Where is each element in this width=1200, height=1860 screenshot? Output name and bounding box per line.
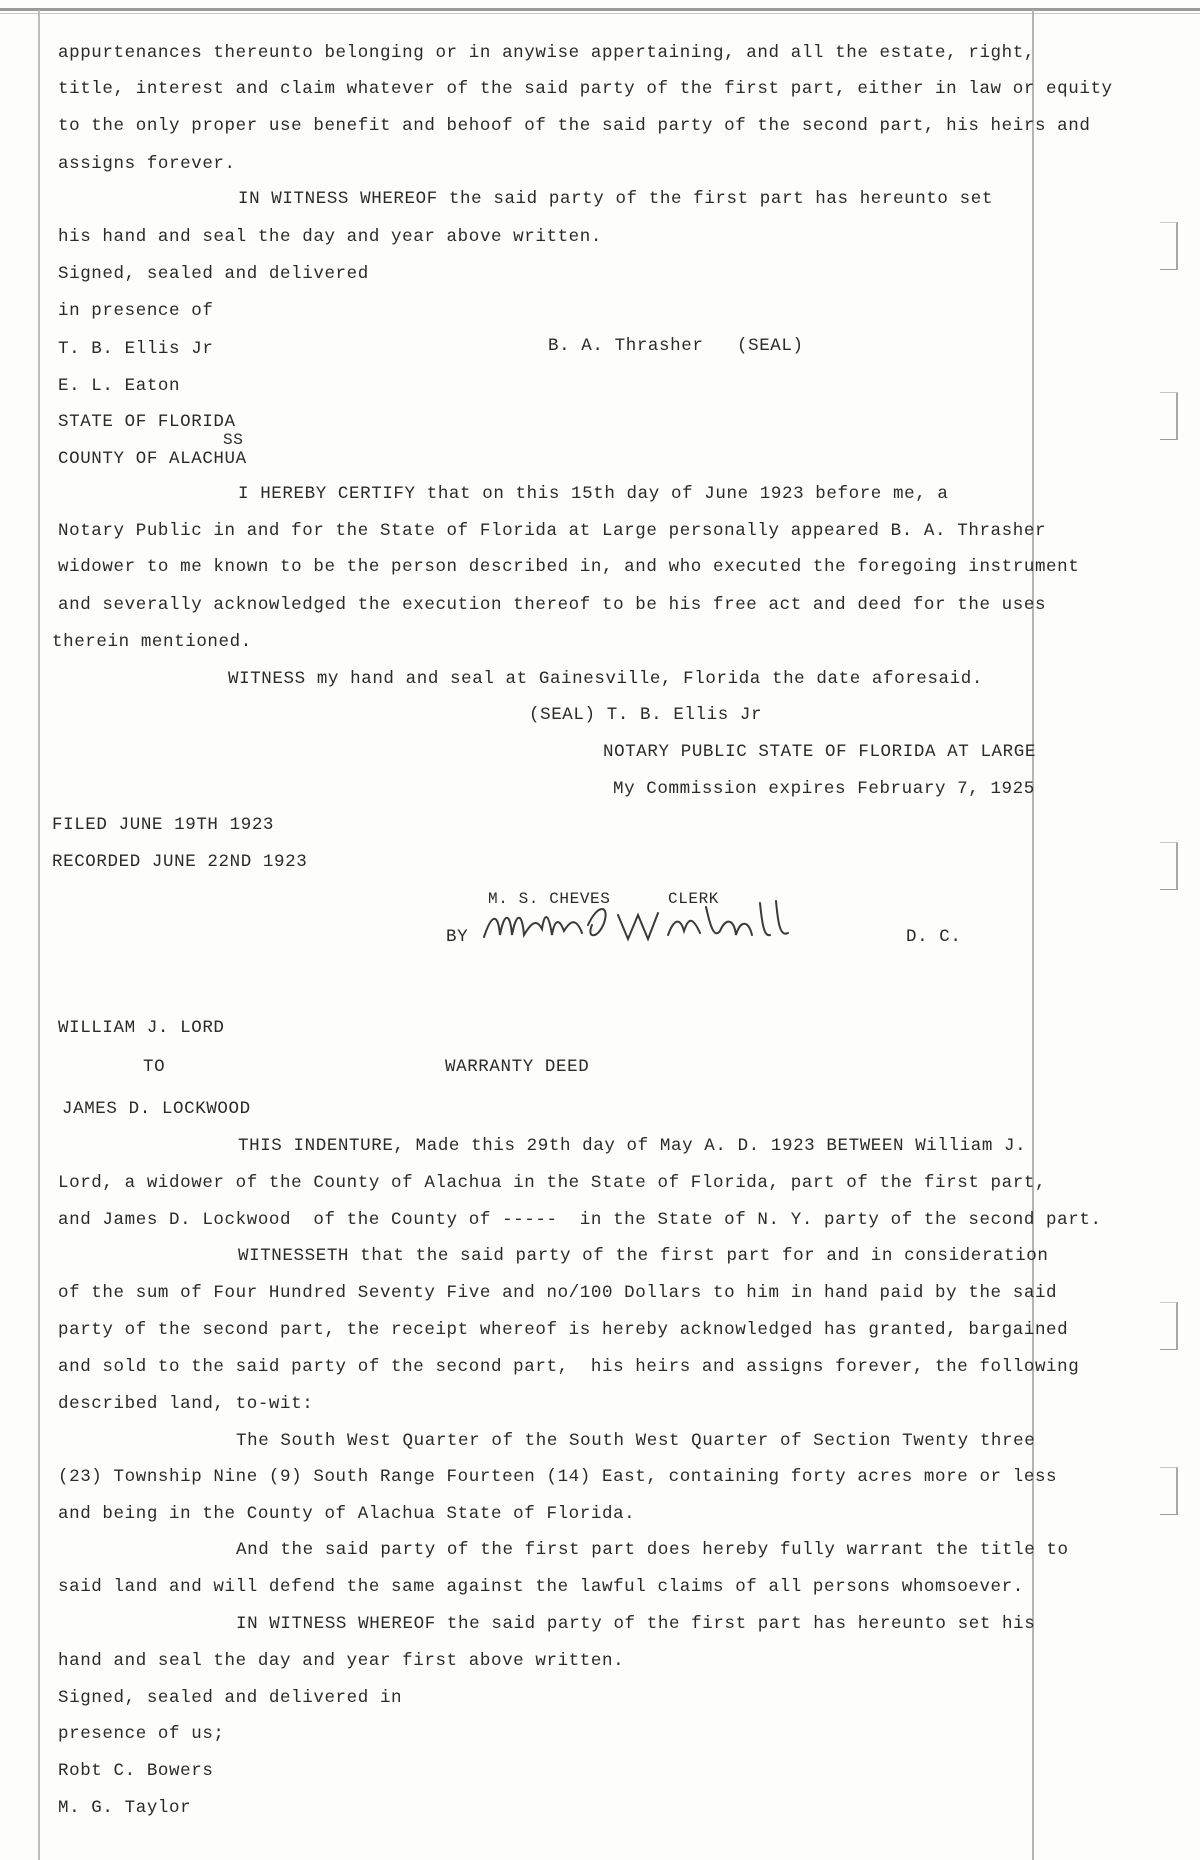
ack-line: and severally acknowledged the execution thereof to be his free act and deed for the uses [58,595,1047,615]
margin-bracket-mark [1160,392,1178,440]
filed-date: FILED JUNE 19TH 1923 [52,815,275,835]
deputy-clerk-signature [478,895,798,955]
notary-title: NOTARY PUBLIC STATE OF FLORIDA AT LARGE [603,742,1036,762]
notary-commission: My Commission expires February 7, 1925 [613,779,1035,799]
deed2-grantor: WILLIAM J. LORD [58,1018,225,1038]
deed1-witness-line: IN WITNESS WHEREOF the said party of the first part has hereunto set [238,189,993,209]
deed1-seal-label: (SEAL) [737,336,804,356]
deed2-presence-line: presence of us; [58,1724,225,1744]
deed1-line: appurtenances thereunto belonging or in anywise appertaining, and all the estate, right, [58,43,1035,63]
deed2-indenture-line: and James D. Lockwood of the County of ----- in the State of N. Y. party of the second part. [58,1210,1102,1230]
ack-county: COUNTY OF ALACHUA [58,449,247,469]
ack-ss: SS [223,431,244,449]
ack-line: I HEREBY CERTIFY that on this 15th day of June 1923 before me, a [238,484,949,504]
left-margin-rule [38,10,40,1860]
margin-bracket-mark [1160,1302,1178,1350]
deed2-description-line: (23) Township Nine (9) South Range Fourteen (14) East, containing forty acres more or less [58,1467,1058,1487]
deed2-witnesseth-line: described land, to-wit: [58,1394,314,1414]
deed1-line: to the only proper use benefit and behoof of the said party of the second part, his heirs and [58,116,1091,136]
ack-line: Notary Public in and for the State of Florida at Large personally appeared B. A. Thrasher [58,521,1047,541]
deed2-description-line: The South West Quarter of the South West Quarter of Section Twenty three [236,1431,1036,1451]
deed2-warrant-line: said land and will defend the same against the lawful claims of all persons whomsoever. [58,1577,1024,1597]
margin-bracket-mark [1160,842,1178,890]
deed1-signed-line: Signed, sealed and delivered [58,264,369,284]
deed2-signed-line: Signed, sealed and delivered in [58,1688,403,1708]
clerk-title: CLERK [668,890,720,908]
top-border-rule [0,8,1200,11]
deed2-indenture-line: Lord, a widower of the County of Alachua in the State of Florida, part of the first part, [58,1173,1047,1193]
recorded-date: RECORDED JUNE 22ND 1923 [52,852,308,872]
by-label: BY [446,927,469,947]
ack-line: therein mentioned. [52,632,252,652]
deed2-in-witness-line: IN WITNESS WHEREOF the said party of the first part has hereunto set his [236,1614,1036,1634]
deed1-grantor-name: B. A. Thrasher [548,336,704,356]
deed2-witnesseth-line: WITNESSETH that the said party of the first part for and in consideration [238,1246,1049,1266]
ack-state: STATE OF FLORIDA [58,412,236,432]
deputy-clerk-label: D. C. [906,927,962,947]
clerk-name: M. S. CHEVES [488,890,611,908]
margin-bracket-mark [1160,222,1178,270]
deed2-witness-name: Robt C. Bowers [58,1761,214,1781]
deed1-witness-name: E. L. Eaton [58,376,181,396]
notary-signature: (SEAL) T. B. Ellis Jr [529,705,763,725]
right-margin-rule [1032,10,1034,1860]
deed2-witnesseth-line: of the sum of Four Hundred Seventy Five and no/100 Dollars to him in hand paid by the said [58,1283,1058,1303]
deed1-witness-line: his hand and seal the day and year above written. [58,227,602,247]
deed1-line: title, interest and claim whatever of the said party of the first part, either in law or equity [58,79,1113,99]
deed2-type: WARRANTY DEED [445,1057,590,1077]
top-border-rule-thin [0,13,1200,14]
deed2-in-witness-line: hand and seal the day and year first above written. [58,1651,625,1671]
deed2-witness-name: M. G. Taylor [58,1798,192,1818]
deed2-description-line: and being in the County of Alachua State of Florida. [58,1504,636,1524]
deed1-line: assigns forever. [58,154,236,174]
deed2-warrant-line: And the said party of the first part does hereby fully warrant the title to [236,1540,1069,1560]
ack-line: widower to me known to be the person described in, and who executed the foregoing instrument [58,557,1080,577]
deed2-indenture-line: THIS INDENTURE, Made this 29th day of May A. D. 1923 BETWEEN William J. [238,1136,1027,1156]
ack-witness-line: WITNESS my hand and seal at Gainesville, Florida the date aforesaid. [228,669,983,689]
margin-bracket-mark [1160,1467,1178,1515]
deed1-presence-line: in presence of [58,301,214,321]
deed1-witness-name: T. B. Ellis Jr [58,339,214,359]
deed2-witnesseth-line: and sold to the said party of the second part, his heirs and assigns forever, the following [58,1357,1080,1377]
deed2-grantee: JAMES D. LOCKWOOD [62,1099,251,1119]
deed2-to: TO [143,1057,166,1077]
deed2-witnesseth-line: party of the second part, the receipt whereof is hereby acknowledged has granted, bargained [58,1320,1069,1340]
